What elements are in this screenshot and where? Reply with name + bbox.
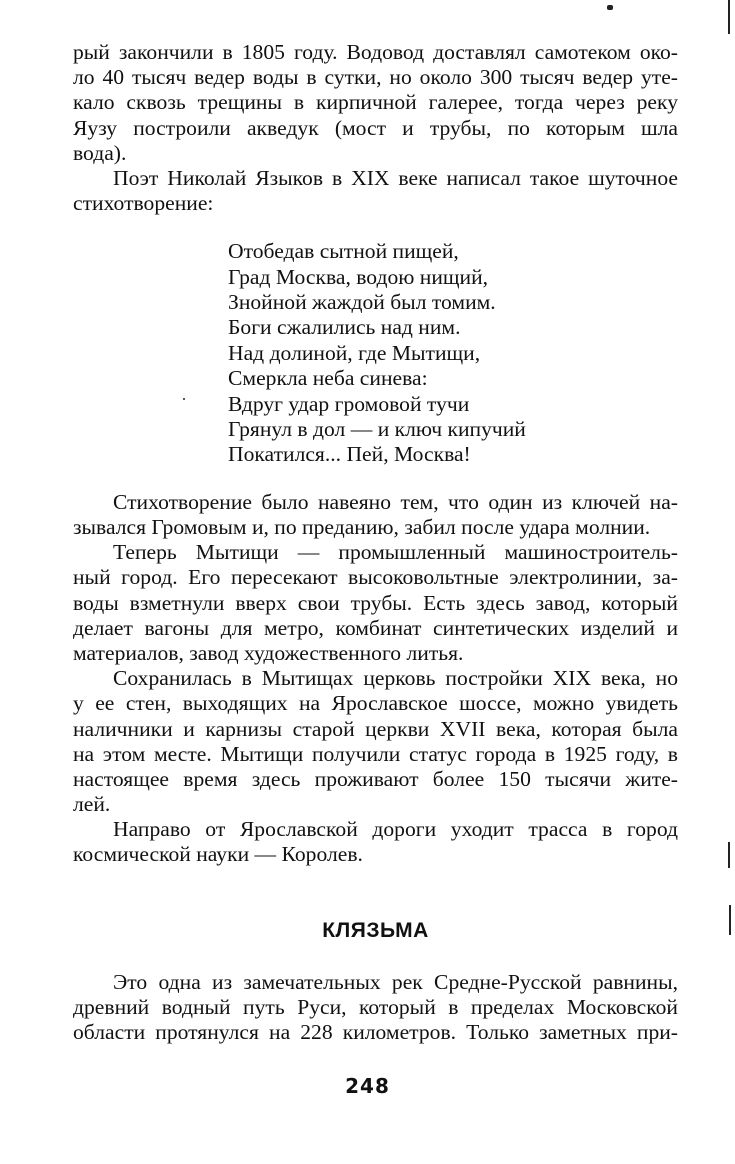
poem-line: Смеркла неба синева: xyxy=(228,366,428,391)
poem-line: Знойной жаждой был томим. xyxy=(228,290,496,315)
scan-artifact xyxy=(728,842,730,868)
section-heading: КЛЯЗЬМА xyxy=(322,918,429,942)
text-line: Теперь Мытищи — промышленный машиностроитель- xyxy=(113,540,678,565)
text-line: делает вагоны для метро, комбинат синтетических изделий и xyxy=(73,615,678,640)
text-line: материалов, завод художественного литья. xyxy=(73,640,464,665)
text-line: на этом месте. Мытищи получили статус города в 1925 году, в xyxy=(73,741,678,766)
text-line: лей. xyxy=(73,792,111,817)
text-line: кало сквозь трещины в кирпичной галерее, тогда через реку xyxy=(73,90,678,115)
text-line: ный город. Его пересекают высоковольтные электролинии, за- xyxy=(73,565,678,590)
poem-line: Боги сжалились над ним. xyxy=(228,315,461,340)
paragraph-3 xyxy=(73,490,678,540)
scan-artifact xyxy=(183,398,185,400)
poem-line: Грянул в дол — и ключ кипучий xyxy=(228,417,526,442)
text-line: Сохранилась в Мытищах церковь постройки XIX века, но xyxy=(113,666,678,691)
text-line: стихотворение: xyxy=(73,191,214,216)
page-number: 248 xyxy=(345,1074,390,1098)
text-line: Направо от Ярославской дороги уходит трасса в город xyxy=(113,817,678,842)
poem-line: Вдруг удар громовой тучи xyxy=(228,391,470,416)
text-line: Поэт Николай Языков в XIX веке написал такое шуточное xyxy=(113,165,678,190)
poem-line: Отобедав сытной пищей, xyxy=(228,239,459,264)
text-line: рый закончили в 1805 году. Водовод доставлял самотеком око- xyxy=(73,40,678,64)
scan-artifact xyxy=(728,0,730,34)
poem-line: Покатился... Пей, Москва! xyxy=(228,442,471,467)
text-line: наличники и карнизы старой церкви XVII века, которая была xyxy=(73,716,678,741)
paragraph-2 xyxy=(73,166,678,216)
scan-artifact xyxy=(607,5,613,10)
text-line: ло 40 тысяч ведер воды в сутки, но около 300 тысяч ведер уте- xyxy=(73,65,678,90)
text-line: воды взметнули вверх свои трубы. Есть здесь завод, который xyxy=(73,590,678,615)
scan-artifact xyxy=(729,905,731,935)
paragraph-4 xyxy=(73,540,678,666)
text-line: зывался Громовым и, по преданию, забил после удара молнии. xyxy=(73,515,651,540)
text-line: Стихотворение было навеяно тем, что один из ключей на- xyxy=(113,489,678,514)
text-line: вода). xyxy=(73,140,127,165)
paragraph-6 xyxy=(73,817,678,867)
poem-line: Град Москва, водою нищий, xyxy=(228,264,489,289)
book-page xyxy=(73,40,678,1045)
paragraph-7 xyxy=(73,970,678,1046)
text-line: настоящее время здесь проживают более 150 тысячи жите- xyxy=(73,766,678,791)
text-line: Это одна из замечательных рек Средне-Русской равнины, xyxy=(113,969,678,994)
paragraph-5 xyxy=(73,666,678,817)
text-line: области протянулся на 228 километров. Только заметных при- xyxy=(73,1020,678,1045)
paragraph-1 xyxy=(73,40,678,166)
text-line: у ее стен, выходящих на Ярославское шоссе, можно увидеть xyxy=(73,691,678,716)
poem xyxy=(228,239,678,468)
text-line: древний водный путь Руси, который в пределах Московской xyxy=(73,994,678,1019)
poem-line: Над долиной, где Мытищи, xyxy=(228,340,481,365)
text-line: Яузу построили акведук (мост и трубы, по которым шла xyxy=(73,115,678,140)
text-line: космической науки — Королев. xyxy=(73,842,363,867)
